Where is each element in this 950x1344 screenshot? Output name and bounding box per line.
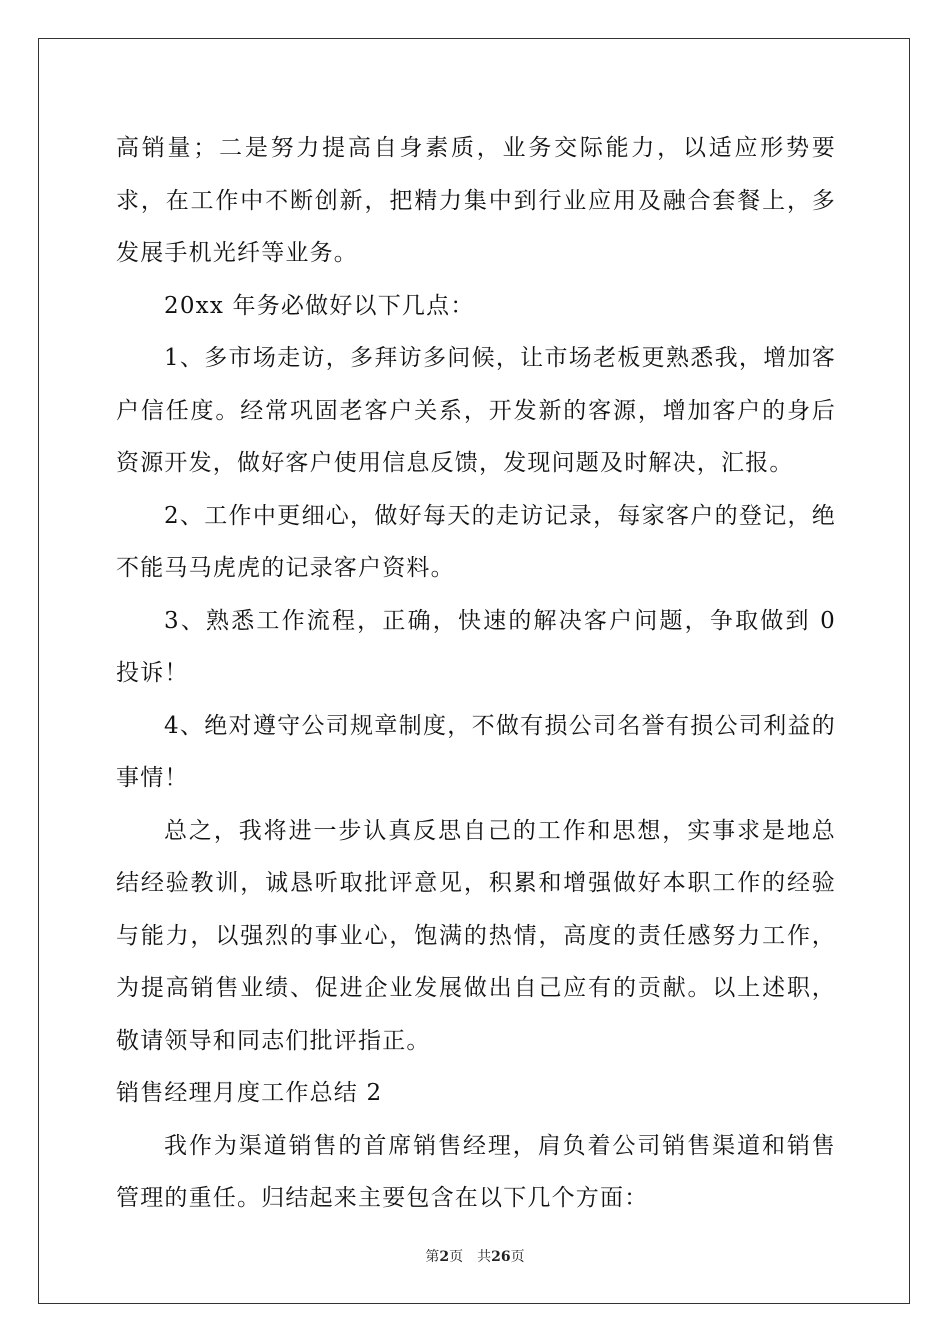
document-body — [116, 122, 836, 1225]
footer-prefix: 第 — [425, 1249, 440, 1265]
page-footer — [0, 1246, 950, 1266]
footer-total-pages: 26 — [491, 1249, 511, 1265]
section-title: 销售经理月度工作总结 2 — [116, 1080, 383, 1106]
footer-page-number: 2 — [439, 1249, 450, 1265]
paragraph: 3、熟悉工作流程，正确，快速的解决客户问题，争取做到 0 投诉！ — [116, 607, 836, 686]
paragraph: 2、工作中更细心，做好每天的走访记录，每家客户的登记，绝不能马马虎虎的记录客户资料。 — [116, 502, 836, 581]
paragraph: 高销量；二是努力提高自身素质，业务交际能力，以适应形势要求，在工作中不断创新，把精力集中到行业应用及融合套餐上，多发展手机光纤等业务。 — [116, 135, 836, 266]
paragraph: 1、多市场走访，多拜访多问候，让市场老板更熟悉我，增加客户信任度。经常巩固老客户关系，开发新的客源，增加客户的身后资源开发，做好客户使用信息反馈，发现问题及时解决，汇报。 — [116, 345, 836, 476]
paragraph: 4、绝对遵守公司规章制度，不做有损公司名誉有损公司利益的事情！ — [116, 712, 836, 791]
paragraph: 我作为渠道销售的首席销售经理，肩负着公司销售渠道和销售管理的重任。归结起来主要包含在以下几个方面： — [116, 1132, 836, 1211]
footer-suffix: 页 — [510, 1249, 525, 1265]
paragraph: 总之，我将进一步认真反思自己的工作和思想，实事求是地总结经验教训，诚恳听取批评意见，积累和增强做好本职工作的经验与能力，以强烈的事业心，饱满的热情，高度的责任感努力工作，为提高销售业绩、促进企业发展做出自己应有的贡献。以上述职，敬请领导和同志们批评指正。 — [116, 817, 836, 1054]
paragraph: 20xx 年务必做好以下几点： — [164, 292, 475, 319]
footer-mid: 页 共 — [449, 1249, 492, 1265]
